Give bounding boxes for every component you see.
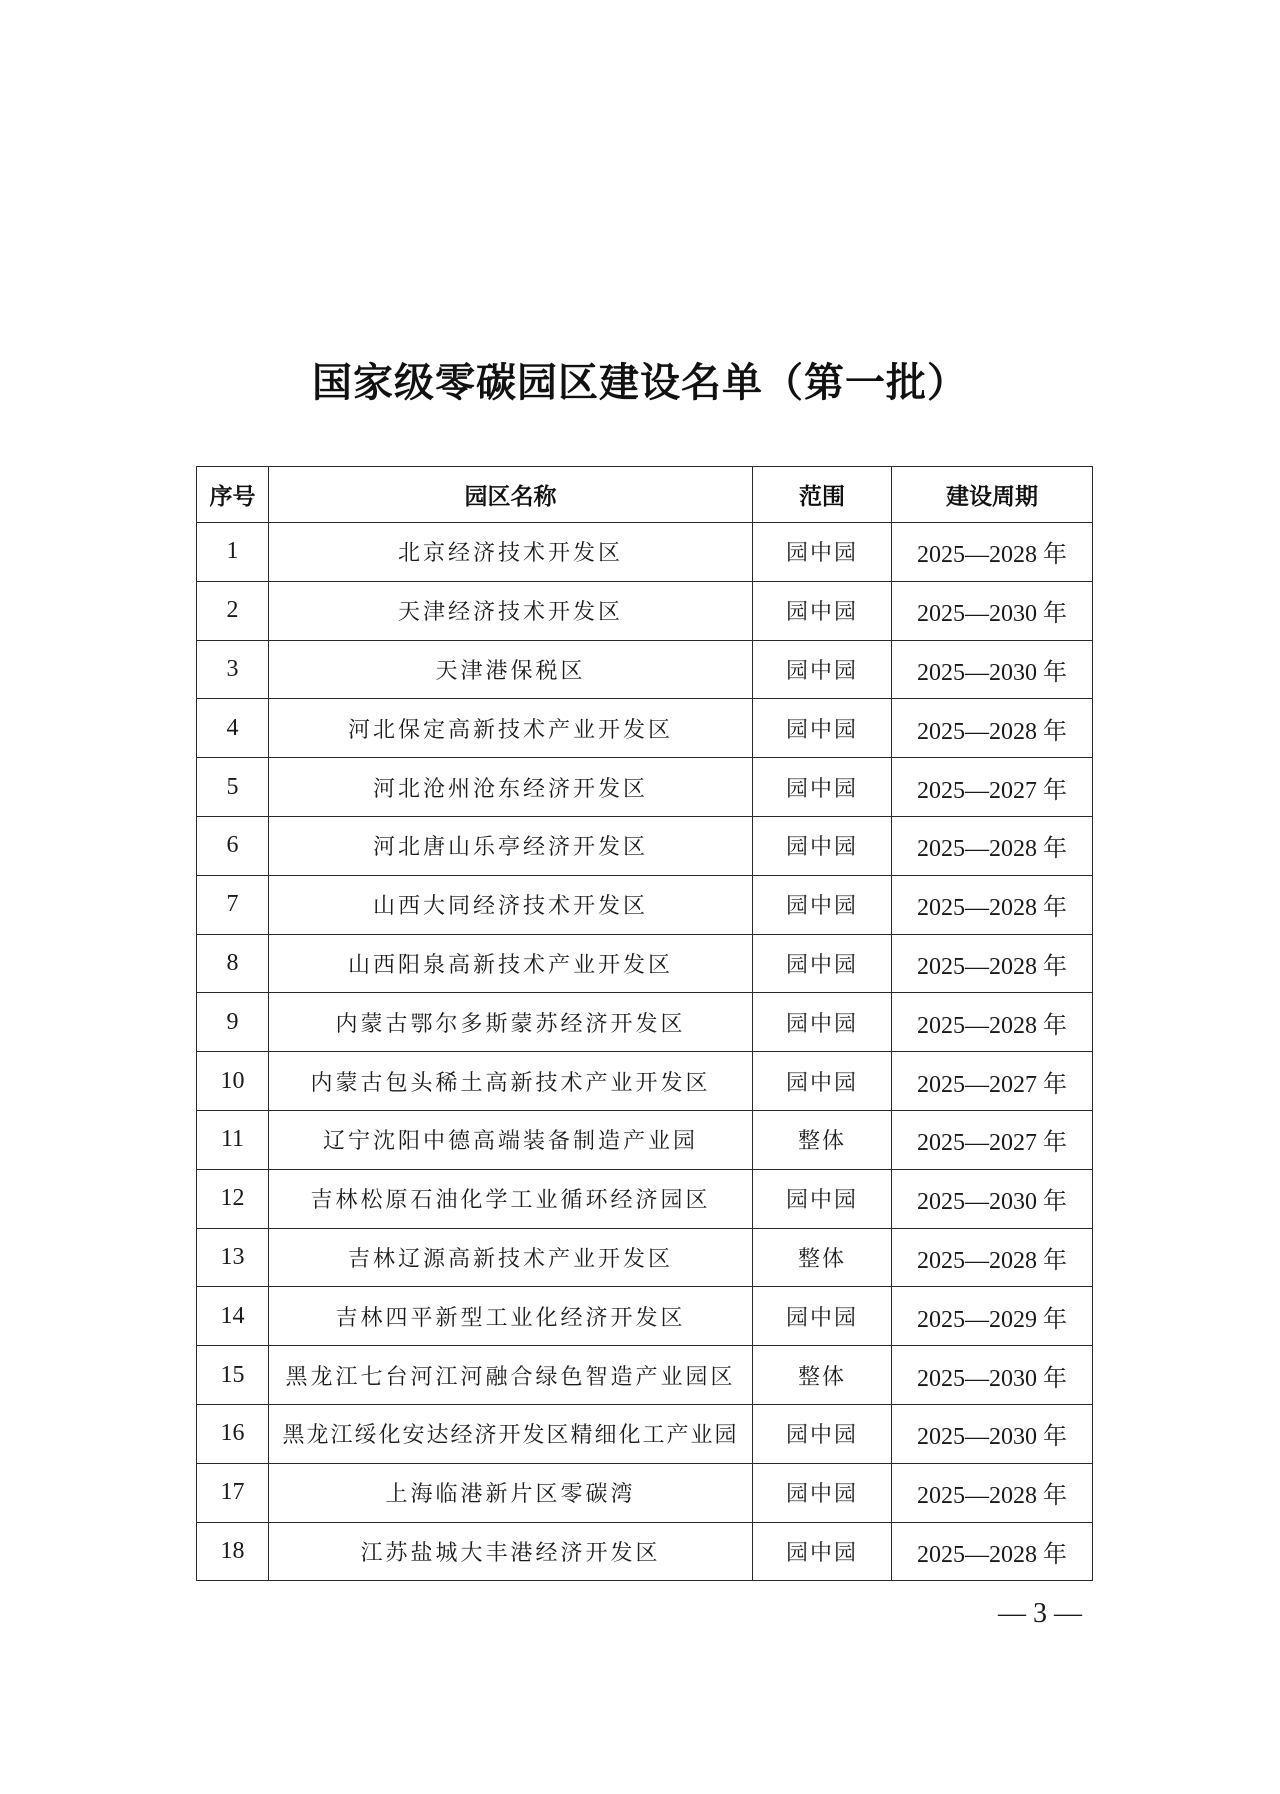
document-title: 国家级零碳园区建设名单（第一批） xyxy=(312,359,968,406)
serial-number-cell: 13 xyxy=(197,1228,269,1287)
period-cell: 2025—2027 年 xyxy=(892,1052,1093,1111)
scope-cell: 整体 xyxy=(753,1346,892,1405)
serial-number-cell: 11 xyxy=(197,1110,269,1169)
scope-cell: 园中园 xyxy=(753,1169,892,1228)
table-row xyxy=(197,816,1093,875)
scope-cell: 园中园 xyxy=(753,699,892,758)
park-name-cell: 江苏盐城大丰港经济开发区 xyxy=(269,1522,753,1581)
table-row xyxy=(197,934,1093,993)
table-row xyxy=(197,699,1093,758)
park-name-cell: 内蒙古包头稀土高新技术产业开发区 xyxy=(269,1052,753,1111)
period-cell: 2025—2028 年 xyxy=(892,1522,1093,1581)
serial-number-cell: 5 xyxy=(197,758,269,817)
serial-number-cell: 4 xyxy=(197,699,269,758)
park-name-cell: 黑龙江七台河江河融合绿色智造产业园区 xyxy=(269,1346,753,1405)
scope-cell: 园中园 xyxy=(753,1522,892,1581)
scope-cell: 园中园 xyxy=(753,1287,892,1346)
header-construction-period: 建设周期 xyxy=(892,467,1093,523)
park-name-cell: 黑龙江绥化安达经济开发区精细化工产业园 xyxy=(269,1404,753,1463)
scope-cell: 园中园 xyxy=(753,1463,892,1522)
scope-cell: 园中园 xyxy=(753,816,892,875)
serial-number-cell: 10 xyxy=(197,1052,269,1111)
serial-number-cell: 1 xyxy=(197,523,269,582)
scope-cell: 园中园 xyxy=(753,581,892,640)
serial-number-cell: 16 xyxy=(197,1404,269,1463)
table-row xyxy=(197,1228,1093,1287)
scope-cell: 整体 xyxy=(753,1110,892,1169)
period-cell: 2025—2028 年 xyxy=(892,1463,1093,1522)
park-name-cell: 河北唐山乐亭经济开发区 xyxy=(269,816,753,875)
serial-number-cell: 9 xyxy=(197,993,269,1052)
header-scope: 范围 xyxy=(753,467,892,523)
park-name-cell: 天津经济技术开发区 xyxy=(269,581,753,640)
period-cell: 2025—2028 年 xyxy=(892,699,1093,758)
table-row xyxy=(197,1404,1093,1463)
park-name-cell: 山西大同经济技术开发区 xyxy=(269,875,753,934)
table-body xyxy=(197,523,1093,1581)
period-cell: 2025—2028 年 xyxy=(892,993,1093,1052)
park-name-cell: 吉林四平新型工业化经济开发区 xyxy=(269,1287,753,1346)
scope-cell: 园中园 xyxy=(753,1052,892,1111)
serial-number-cell: 18 xyxy=(197,1522,269,1581)
table-row xyxy=(197,993,1093,1052)
scope-cell: 园中园 xyxy=(753,934,892,993)
page-number: — 3 — xyxy=(998,1598,1082,1629)
table-row xyxy=(197,1346,1093,1405)
park-name-cell: 上海临港新片区零碳湾 xyxy=(269,1463,753,1522)
scope-cell: 园中园 xyxy=(753,875,892,934)
table-header-row xyxy=(197,467,1093,523)
scope-cell: 园中园 xyxy=(753,758,892,817)
serial-number-cell: 7 xyxy=(197,875,269,934)
period-cell: 2025—2030 年 xyxy=(892,1346,1093,1405)
scope-cell: 园中园 xyxy=(753,523,892,582)
period-cell: 2025—2030 年 xyxy=(892,640,1093,699)
period-cell: 2025—2027 年 xyxy=(892,1110,1093,1169)
period-cell: 2025—2027 年 xyxy=(892,758,1093,817)
period-cell: 2025—2028 年 xyxy=(892,934,1093,993)
park-name-cell: 河北保定高新技术产业开发区 xyxy=(269,699,753,758)
period-cell: 2025—2028 年 xyxy=(892,523,1093,582)
park-list-table xyxy=(196,466,1093,1581)
scope-cell: 园中园 xyxy=(753,640,892,699)
serial-number-cell: 15 xyxy=(197,1346,269,1405)
serial-number-cell: 12 xyxy=(197,1169,269,1228)
period-cell: 2025—2030 年 xyxy=(892,1404,1093,1463)
period-cell: 2025—2028 年 xyxy=(892,1228,1093,1287)
period-cell: 2025—2028 年 xyxy=(892,875,1093,934)
park-name-cell: 吉林辽源高新技术产业开发区 xyxy=(269,1228,753,1287)
table-row xyxy=(197,640,1093,699)
header-park-name: 园区名称 xyxy=(269,467,753,523)
serial-number-cell: 14 xyxy=(197,1287,269,1346)
serial-number-cell: 3 xyxy=(197,640,269,699)
table-row xyxy=(197,1522,1093,1581)
park-name-cell: 天津港保税区 xyxy=(269,640,753,699)
table-row xyxy=(197,1463,1093,1522)
park-name-cell: 河北沧州沧东经济开发区 xyxy=(269,758,753,817)
table-row xyxy=(197,875,1093,934)
header-serial-number: 序号 xyxy=(197,467,269,523)
table-row xyxy=(197,1287,1093,1346)
table-row xyxy=(197,1110,1093,1169)
period-cell: 2025—2030 年 xyxy=(892,1169,1093,1228)
scope-cell: 园中园 xyxy=(753,993,892,1052)
period-cell: 2025—2030 年 xyxy=(892,581,1093,640)
table-row xyxy=(197,1052,1093,1111)
park-name-cell: 北京经济技术开发区 xyxy=(269,523,753,582)
table-row xyxy=(197,581,1093,640)
park-name-cell: 辽宁沈阳中德高端装备制造产业园 xyxy=(269,1110,753,1169)
table-row xyxy=(197,523,1093,582)
serial-number-cell: 2 xyxy=(197,581,269,640)
period-cell: 2025—2029 年 xyxy=(892,1287,1093,1346)
park-name-cell: 内蒙古鄂尔多斯蒙苏经济开发区 xyxy=(269,993,753,1052)
park-name-cell: 吉林松原石油化学工业循环经济园区 xyxy=(269,1169,753,1228)
period-cell: 2025—2028 年 xyxy=(892,816,1093,875)
scope-cell: 整体 xyxy=(753,1228,892,1287)
scope-cell: 园中园 xyxy=(753,1404,892,1463)
table-row xyxy=(197,758,1093,817)
table-row xyxy=(197,1169,1093,1228)
serial-number-cell: 17 xyxy=(197,1463,269,1522)
serial-number-cell: 8 xyxy=(197,934,269,993)
serial-number-cell: 6 xyxy=(197,816,269,875)
park-name-cell: 山西阳泉高新技术产业开发区 xyxy=(269,934,753,993)
